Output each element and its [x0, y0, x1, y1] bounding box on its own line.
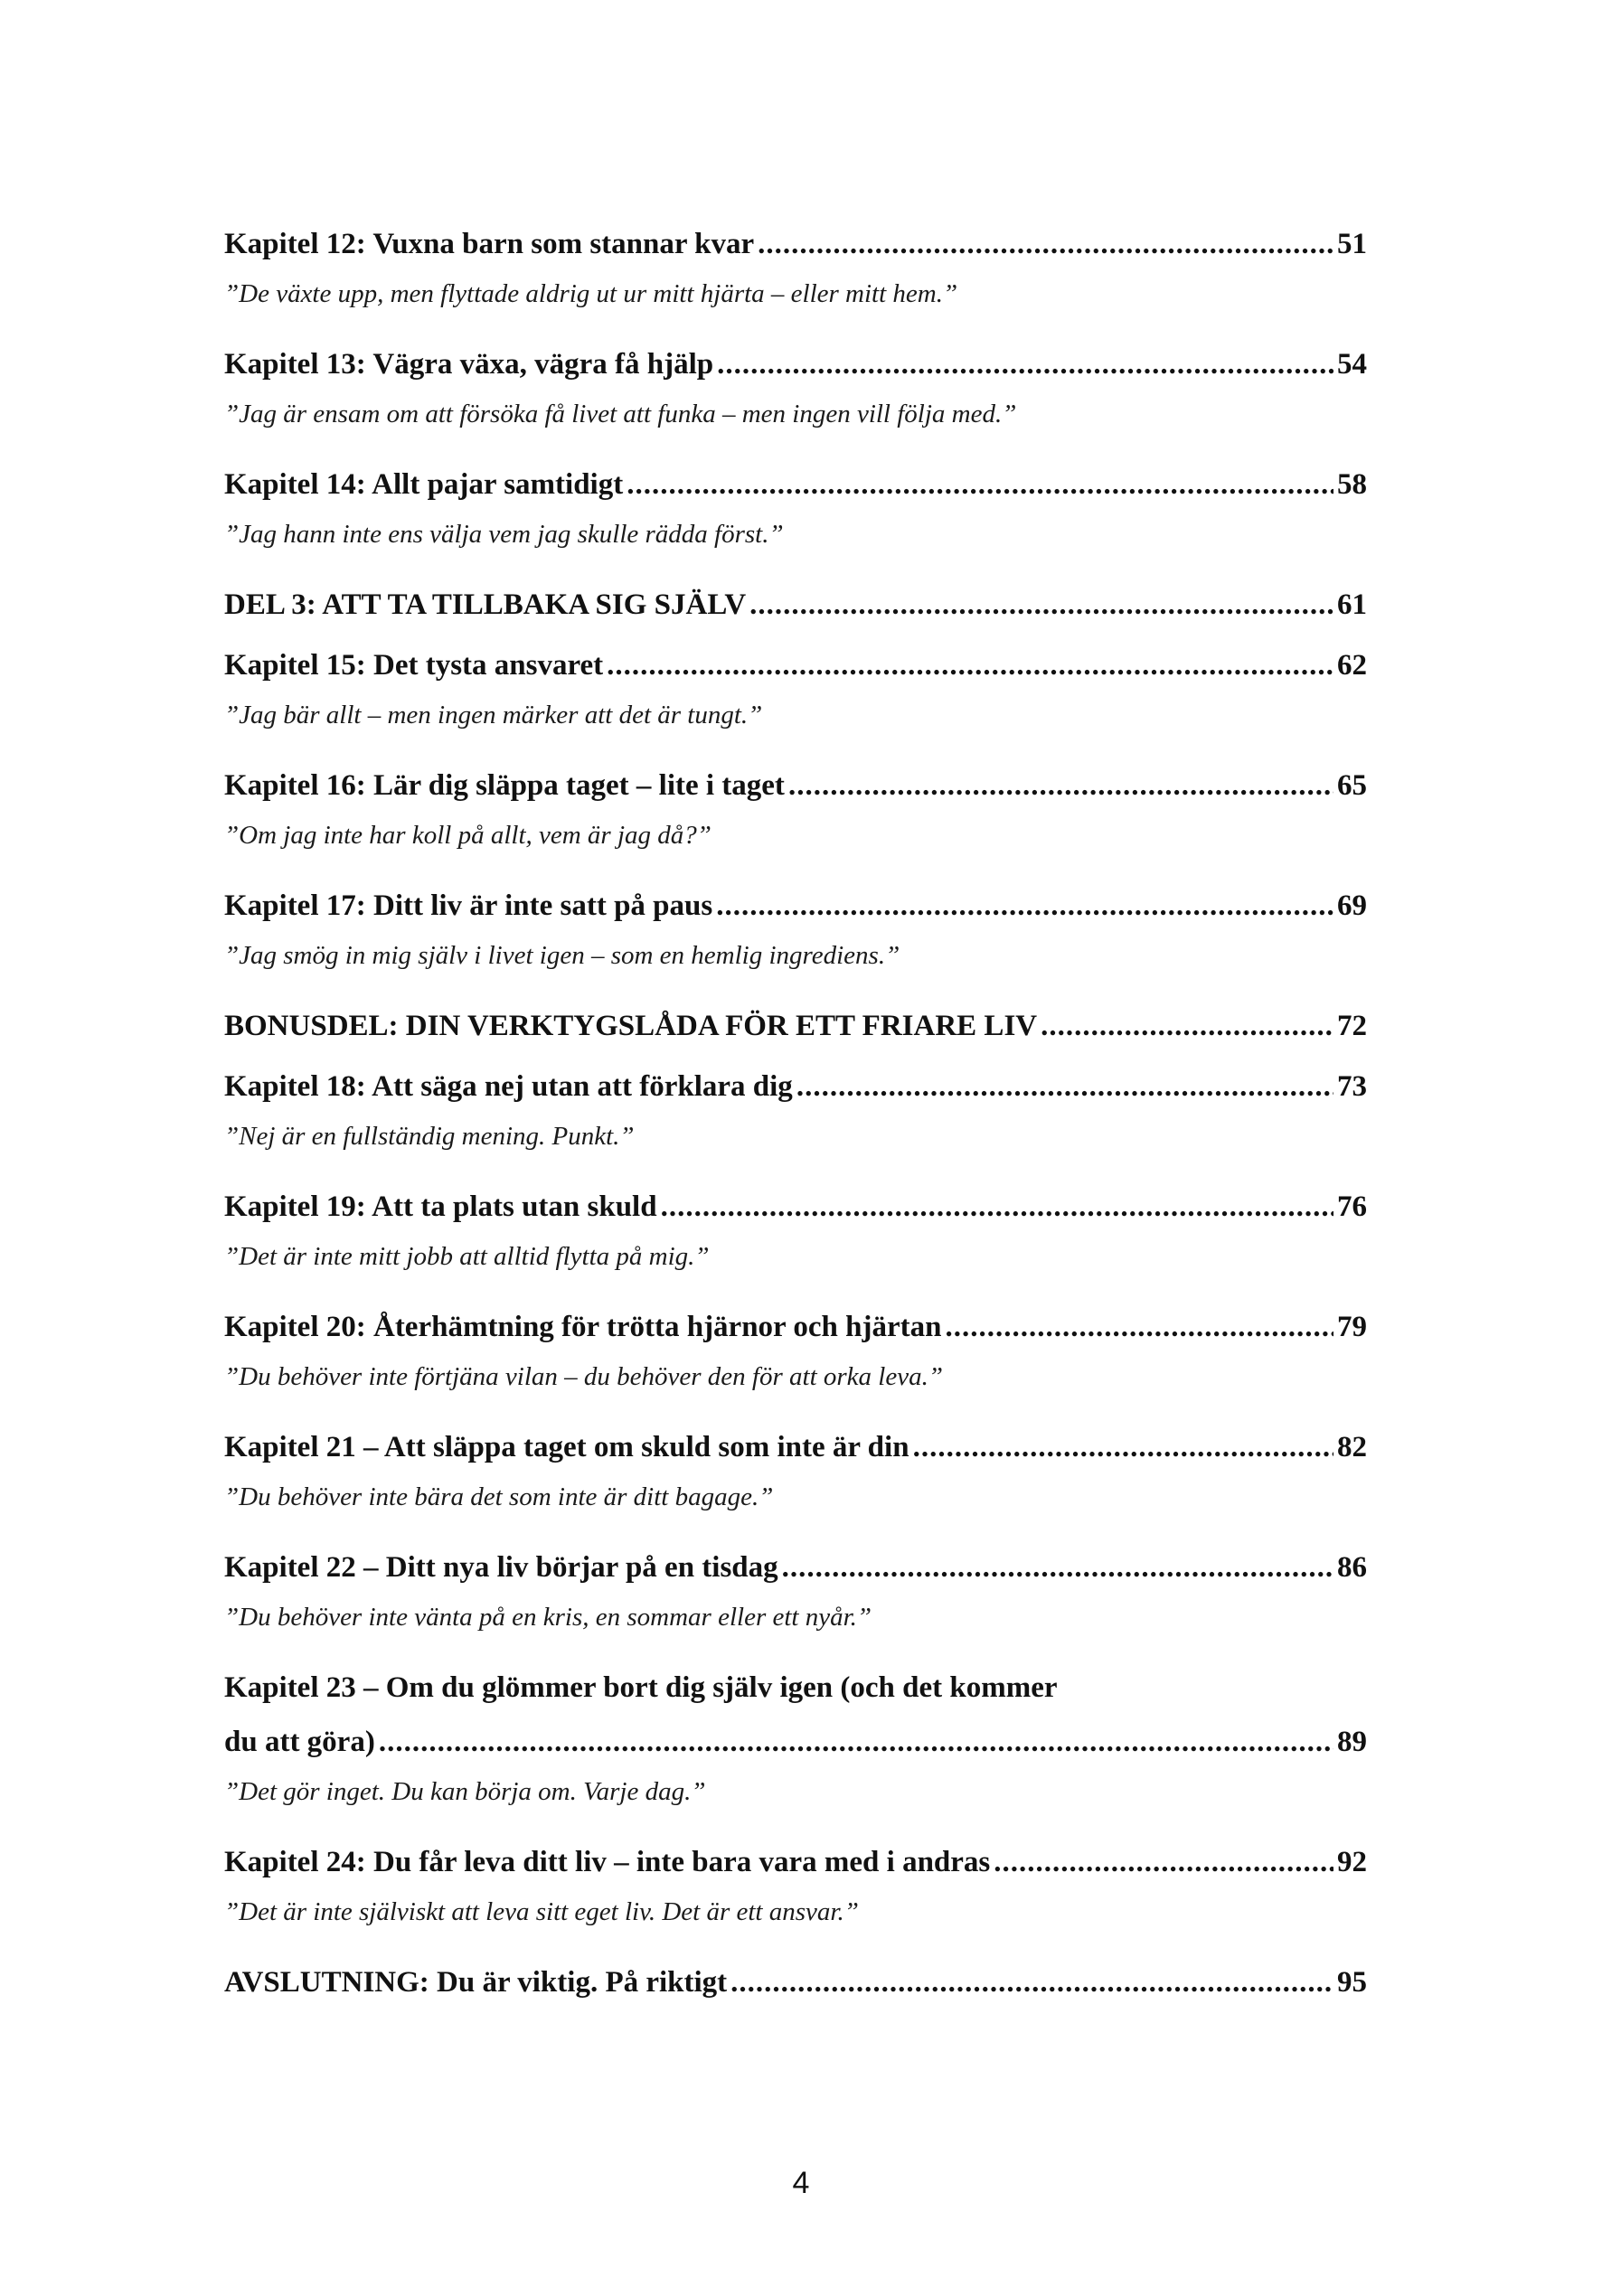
toc-entry-page: 79	[1337, 1311, 1367, 1343]
toc-entry-kapitel-18	[224, 1059, 1367, 1159]
toc-entry-subtitle: ”De växte upp, men flyttade aldrig ut ur mitt hjärta – eller mitt hem.”	[224, 279, 958, 308]
toc-entry-subtitle: ”Nej är en fullständig mening. Punkt.”	[224, 1122, 635, 1151]
dot-leader	[1041, 999, 1333, 1053]
dot-leader	[796, 1059, 1333, 1114]
dot-leader	[730, 1955, 1333, 2009]
toc-entry-title-line1: Kapitel 23 – Om du glömmer bort dig själv igen (och det kommer	[224, 1671, 1058, 1704]
toc-entry-kapitel-16	[224, 758, 1367, 858]
toc-entry-title: Kapitel 12: Vuxna barn som stannar kvar	[224, 228, 755, 260]
toc-entry-kapitel-20	[224, 1300, 1367, 1399]
table-of-contents	[224, 217, 1367, 2009]
toc-entry-title: Kapitel 20: Återhämtning för trötta hjärnor och hjärtan	[224, 1311, 942, 1343]
toc-entry-subtitle: ”Det är inte själviskt att leva sitt eget liv. Det är ett ansvar.”	[224, 1897, 859, 1926]
toc-entry-kapitel-12	[224, 217, 1367, 316]
toc-entry-page: 65	[1337, 769, 1367, 802]
dot-leader	[758, 217, 1333, 271]
toc-entry-subtitle: ”Det gör inget. Du kan börja om. Varje dag.”	[224, 1777, 706, 1806]
toc-entry-subtitle: ”Jag bär allt – men ingen märker att det är tungt.”	[224, 701, 763, 729]
toc-entry-subtitle: ”Jag är ensam om att försöka få livet att funka – men ingen vill följa med.”	[224, 400, 1017, 428]
toc-entry-del-3	[224, 578, 1367, 632]
toc-entry-subtitle: ”Du behöver inte vänta på en kris, en sommar eller ett nyår.”	[224, 1603, 872, 1632]
toc-entry-page: 61	[1337, 588, 1367, 621]
toc-entry-title: BONUSDEL: DIN VERKTYGSLÅDA FÖR ETT FRIARE LIV	[224, 1010, 1038, 1042]
toc-entry-page: 86	[1337, 1551, 1367, 1584]
toc-entry-page: 54	[1337, 348, 1367, 381]
toc-entry-title: du att göra)	[224, 1726, 375, 1758]
toc-entry-title: Kapitel 19: Att ta plats utan skuld	[224, 1190, 657, 1223]
page-number: 4	[792, 2166, 810, 2200]
toc-entry-page: 62	[1337, 649, 1367, 682]
dot-leader	[994, 1835, 1333, 1889]
toc-entry-page: 58	[1337, 468, 1367, 501]
toc-entry-page: 76	[1337, 1190, 1367, 1223]
toc-entry-subtitle: ”Det är inte mitt jobb att alltid flytta på mig.”	[224, 1242, 710, 1271]
dot-leader	[782, 1540, 1333, 1595]
toc-entry-subtitle: ”Om jag inte har koll på allt, vem är jag då?”	[224, 821, 711, 850]
dot-leader	[945, 1300, 1333, 1354]
toc-entry-page: 89	[1337, 1726, 1367, 1758]
toc-entry-bonusdel	[224, 999, 1367, 1053]
toc-entry-page: 72	[1337, 1010, 1367, 1042]
toc-entry-subtitle: ”Du behöver inte förtjäna vilan – du behöver den för att orka leva.”	[224, 1362, 943, 1391]
toc-entry-kapitel-13	[224, 337, 1367, 437]
dot-leader	[661, 1180, 1333, 1234]
toc-entry-kapitel-22	[224, 1540, 1367, 1640]
toc-entry-page: 69	[1337, 889, 1367, 922]
toc-entry-page: 92	[1337, 1846, 1367, 1878]
toc-entry-title: Kapitel 13: Vägra växa, vägra få hjälp	[224, 348, 714, 381]
toc-entry-kapitel-24	[224, 1835, 1367, 1934]
dot-leader	[716, 879, 1333, 933]
dot-leader	[379, 1715, 1333, 1769]
toc-entry-subtitle: ”Jag smög in mig själv i livet igen – som en hemlig ingrediens.”	[224, 941, 900, 970]
toc-entry-avslutning	[224, 1955, 1367, 2009]
toc-entry-kapitel-14	[224, 457, 1367, 557]
toc-entry-kapitel-23	[224, 1661, 1367, 1814]
toc-entry-page: 73	[1337, 1070, 1367, 1103]
toc-entry-title: Kapitel 15: Det tysta ansvaret	[224, 649, 604, 682]
toc-entry-subtitle: ”Jag hann inte ens välja vem jag skulle rädda först.”	[224, 520, 784, 549]
dot-leader	[913, 1420, 1333, 1474]
toc-entry-title: DEL 3: ATT TA TILLBAKA SIG SJÄLV	[224, 588, 747, 621]
dot-leader	[717, 337, 1333, 391]
toc-entry-page: 95	[1337, 1966, 1367, 1999]
dot-leader	[607, 638, 1333, 692]
toc-entry-subtitle: ”Du behöver inte bära det som inte är ditt bagage.”	[224, 1482, 774, 1511]
dot-leader	[627, 457, 1333, 512]
toc-entry-kapitel-21	[224, 1420, 1367, 1520]
toc-entry-kapitel-17	[224, 879, 1367, 978]
toc-entry-title: Kapitel 22 – Ditt nya liv börjar på en tisdag	[224, 1551, 778, 1584]
toc-entry-title: Kapitel 21 – Att släppa taget om skuld som inte är din	[224, 1431, 909, 1463]
toc-entry-kapitel-15	[224, 638, 1367, 738]
toc-entry-title: Kapitel 14: Allt pajar samtidigt	[224, 468, 624, 501]
toc-entry-title: AVSLUTNING: Du är viktig. På riktigt	[224, 1966, 728, 1999]
toc-entry-title: Kapitel 24: Du får leva ditt liv – inte bara vara med i andras	[224, 1846, 991, 1878]
toc-entry-title: Kapitel 17: Ditt liv är inte satt på paus	[224, 889, 713, 922]
toc-entry-title: Kapitel 16: Lär dig släppa taget – lite i taget	[224, 769, 785, 802]
toc-entry-kapitel-19	[224, 1180, 1367, 1279]
toc-entry-page: 82	[1337, 1431, 1367, 1463]
dot-leader	[749, 578, 1333, 632]
dot-leader	[788, 758, 1333, 813]
toc-entry-title: Kapitel 18: Att säga nej utan att förklara dig	[224, 1070, 793, 1103]
toc-entry-page: 51	[1337, 228, 1367, 260]
